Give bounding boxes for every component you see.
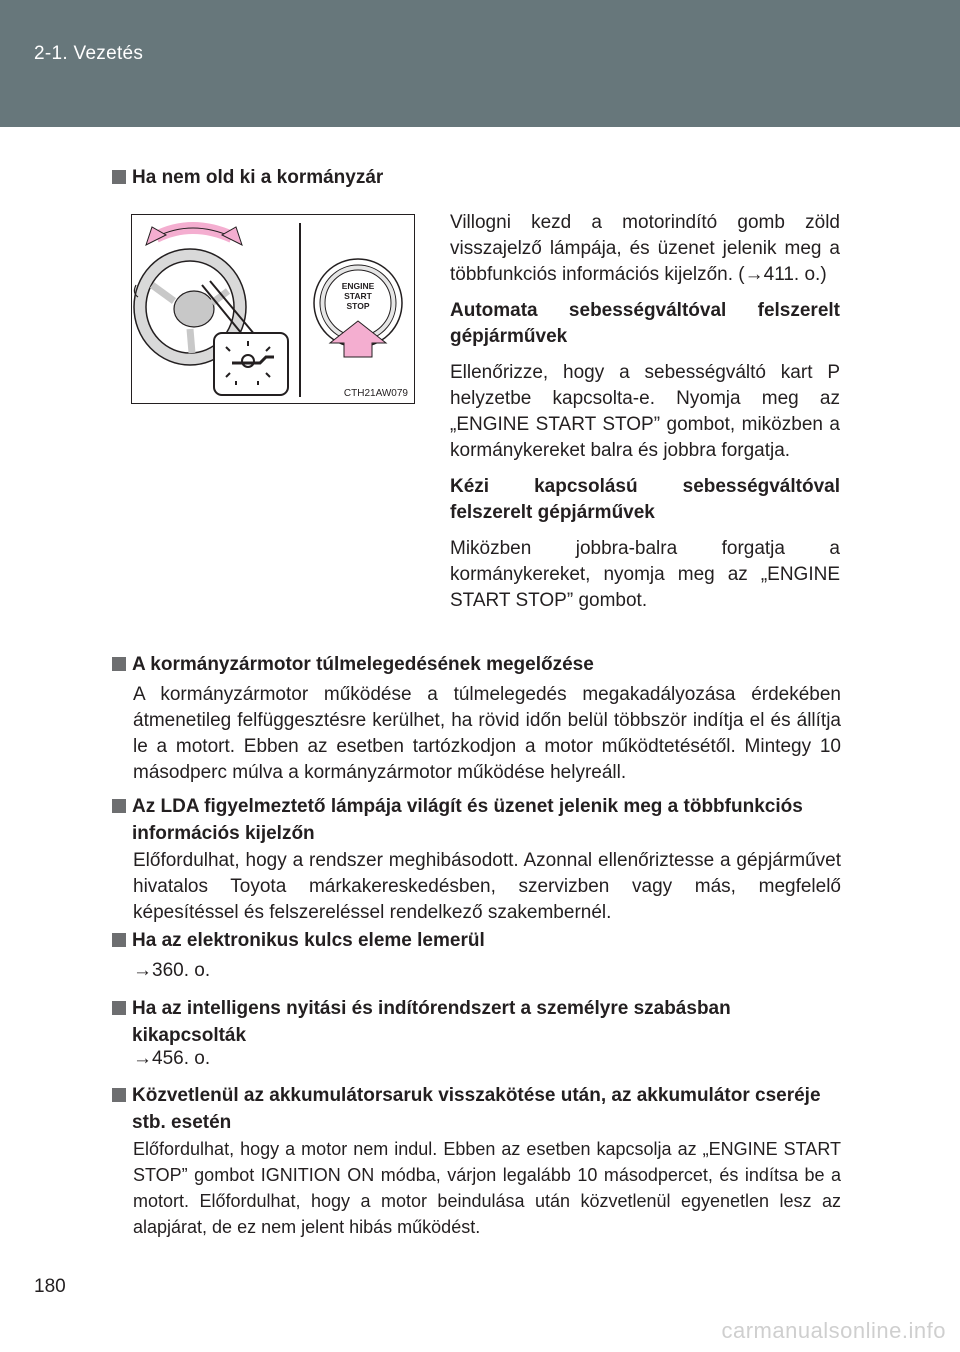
section3-body: Előfordulhat, hogy a rendszer meghibásodott. Azonnal ellenőriztesse a gépjárművet hivatalos Toyota márkakereskedésben, szervizben vagy más, megfelelő képesítéssel és felszereléssel rendelkező szakembernél.	[133, 850, 841, 923]
steering-wheel-illustration	[132, 215, 414, 403]
section-heading-text: Ha az intelligens nyitási és indítórendszert a személyre szabásban kikapcsolták	[132, 998, 731, 1046]
section-heading-steering-lock	[112, 164, 442, 191]
section1-subheading-manual: Kézi kapcsolású sebességváltóval felszerelt gépjárművek	[450, 476, 840, 523]
section-heading-text: Ha nem old ki a kormányzár	[132, 167, 384, 188]
steering-lock-warning-lamp-icon	[214, 333, 288, 395]
section-heading-key-battery	[112, 927, 842, 954]
section-heading-text: Ha az elektronikus kulcs eleme lemerül	[132, 930, 485, 951]
section1-paragraph-3: Miközben jobbra-balra forgatja a kormánykereket, nyomja meg az „ENGINE START STOP” gombot.	[450, 538, 840, 611]
section1-paragraph-1: Villogni kezd a motorindító gomb zöld visszajelző lámpája, és üzenet jelenik meg a többfunkciós információs kijelzőn. (→411. o.)	[450, 212, 840, 285]
square-bullet-icon	[112, 933, 126, 947]
steering-lock-figure	[131, 214, 415, 404]
section4-page-reference: →360. o.	[133, 960, 211, 981]
section-heading-text: Az LDA figyelmeztető lámpája világít és üzenet jelenik meg a többfunkciós információs kijelzőn	[132, 796, 803, 844]
section1-subheading-automatic: Automata sebességváltóval felszerelt gépjárművek	[450, 300, 840, 347]
square-bullet-icon	[112, 1088, 126, 1102]
section-heading-text: Közvetlenül az akkumulátorsaruk visszakötése után, az akkumulátor cseréje stb. esetén	[132, 1085, 821, 1133]
section6-body: Előfordulhat, hogy a motor nem indul. Ebben az esetben kapcsolja az „ENGINE START STOP” gombot IGNITION ON módba, várjon legalább 10 másodpercet, és indítsa be a motort. Előfordulhat, hogy a motor beindulása után közvetlenül egyenetlen lesz az alapjárat, de ez nem jelent hibás működést.	[133, 1139, 841, 1237]
section2-body: A kormányzármotor működése a túlmelegedés megakadályozása érdekében átmenetileg felfüggesztésre kerülhet, ha rövid időn belül többször indítja el és állítja le a motort. Ebben az esetben tartózkodjon a motor működtetésétől. Mintegy 10 másodperc múlva a kormányzármotor működése helyreáll.	[133, 684, 841, 783]
figure-code: CTH21AW079	[343, 388, 408, 399]
svg-text:ENGINE: ENGINE	[341, 281, 375, 291]
square-bullet-icon	[112, 657, 126, 671]
section-heading-lda-warning	[112, 793, 842, 847]
watermark: carmanualsonline.info	[721, 1318, 946, 1343]
chapter-title: 2-1. Vezetés	[34, 43, 144, 64]
section-heading-battery-reconnect	[112, 1082, 842, 1136]
svg-text:STOP: STOP	[346, 301, 370, 311]
section5-page-reference: →456. o.	[133, 1048, 211, 1069]
rotate-arrow-icon	[146, 227, 242, 245]
svg-text:START: START	[344, 291, 372, 301]
square-bullet-icon	[112, 170, 126, 184]
page-number: 180	[34, 1276, 66, 1297]
square-bullet-icon	[112, 1001, 126, 1015]
section-heading-overheat	[112, 651, 842, 678]
square-bullet-icon	[112, 799, 126, 813]
section-heading-smart-entry	[112, 995, 842, 1049]
section1-text-column	[450, 210, 840, 614]
section1-paragraph-2: Ellenőrizze, hogy a sebességváltó kart P helyzetbe kapcsolta-e. Nyomja meg az „ENGINE START STOP” gombot, miközben a kormánykereket balra és jobbra forgatja.	[450, 362, 840, 461]
section-heading-text: A kormányzármotor túlmelegedésének megelőzése	[132, 654, 594, 675]
page-header	[0, 0, 960, 127]
